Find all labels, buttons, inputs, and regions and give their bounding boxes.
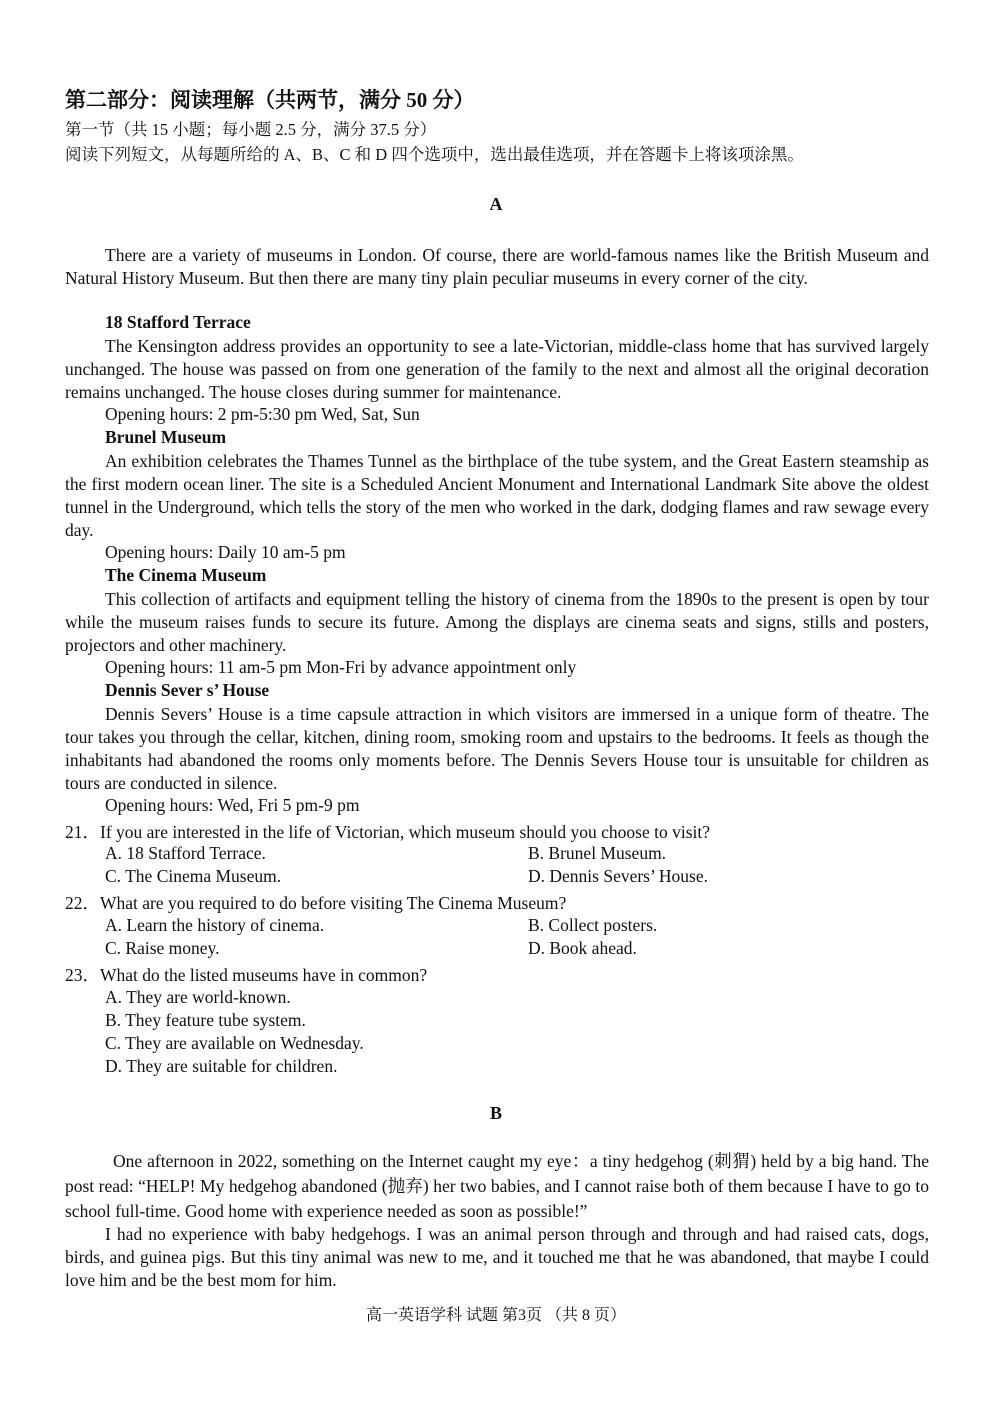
page-footer: 高一英语学科 试题 第3页 （共 8 页） [365,1307,626,1324]
answer-option: C. They are available on Wednesday. [105,1033,364,1053]
museum-hours: Opening hours: Wed, Fri 5 pm-9 pm [105,795,360,815]
passage-b-paragraph: I had no experience with baby hedgehogs. I was an animal person through and through and had raised cats, dogs, birds, and guinea pigs. But this tiny animal was new to me, and it touched me that he was abandoned, that maybe I could love him and be the best mom for him. [65,1224,929,1290]
museum-name: Dennis Sever s’ House [105,680,270,700]
question-stem: 22．What are you required to do before visiting The Cinema Museum? [65,893,567,913]
passage-b-label: B [489,1103,502,1123]
museum-name: Brunel Museum [105,427,227,447]
passage-a-intro: There are a variety of museums in London. Of course, there are world-famous names like the British Museum and Natural History Museum. But then there are many tiny plain peculiar museums in every corner of the city. [65,245,929,288]
passage-a-label: A [489,194,503,214]
answer-option: B. Brunel Museum. [528,843,667,863]
instructions: 阅读下列短文，从每题所给的 A、B、C 和 D 四个选项中，选出最佳选项，并在答题卡上将该项涂黑。 [65,145,804,164]
answer-option: A. 18 Stafford Terrace. [105,843,266,863]
museum-hours: Opening hours: 11 am-5 pm Mon-Fri by advance appointment only [105,657,577,677]
museum-description: An exhibition celebrates the Thames Tunnel as the birthplace of the tube system, and the Great Eastern steamship as the first modern ocean liner. The site is a Scheduled Ancient Monument and International Landmark Site above the oldest tunnel in the Underground, which tells the story of the men who worked in the dark, dodging flames and raw sewage every day. [65,451,929,540]
section-title: 第一节（共 15 小题；每小题 2.5 分，满分 37.5 分） [65,120,437,139]
museum-hours: Opening hours: Daily 10 am-5 pm [105,542,346,562]
answer-option: A. Learn the history of cinema. [105,915,325,935]
question-stem: 21．If you are interested in the life of Victorian, which museum should you choose to visit? [65,822,711,842]
answer-option: A. They are world-known. [105,987,291,1007]
answer-option: C. Raise money. [105,938,220,958]
answer-option: B. They feature tube system. [105,1010,306,1030]
museum-description: Dennis Severs’ House is a time capsule attraction in which visitors are immersed in a unique form of theatre. The tour takes you through the cellar, kitchen, dining room, smoking room and upstairs to the bedrooms. It feels as though the inhabitants had abandoned the rooms only moments before. The Dennis Severs House tour is unsuitable for children as tours are conducted in silence. [65,704,929,793]
museum-name: The Cinema Museum [105,565,267,585]
answer-option: C. The Cinema Museum. [105,866,282,886]
answer-option: D. Dennis Severs’ House. [528,866,708,886]
answer-option: B. Collect posters. [528,915,658,935]
answer-option: D. They are suitable for children. [105,1056,338,1076]
question-stem: 23．What do the listed museums have in common? [65,965,428,985]
passage-b-paragraph: One afternoon in 2022, something on the Internet caught my eye：a tiny hedgehog (刺猬) held by a big hand. The post read: “HELP! My hedgehog abandoned (抛弃) her two babies, and I cannot raise both of them because I have to go to school full-time. Good home with experience needed as soon as possible!” [65,1151,929,1221]
answer-option: D. Book ahead. [528,938,637,958]
museum-name: 18 Stafford Terrace [105,312,251,332]
museum-hours: Opening hours: 2 pm-5:30 pm Wed, Sat, Sun [105,404,420,424]
part-title: 第二部分：阅读理解（共两节，满分 50 分） [65,88,475,112]
museum-description: This collection of artifacts and equipment telling the history of cinema from the 1890s to the present is open by tour while the museum raises funds to secure its future. Among the displays are cinema seats and signs, stills and posters, projectors and other machinery. [65,589,929,655]
museum-description: The Kensington address provides an opportunity to see a late-Victorian, middle-class home that has survived largely unchanged. The house was passed on from one generation of the family to the next and almost all the original decoration remains unchanged. The house closes during summer for maintenance. [65,336,929,402]
